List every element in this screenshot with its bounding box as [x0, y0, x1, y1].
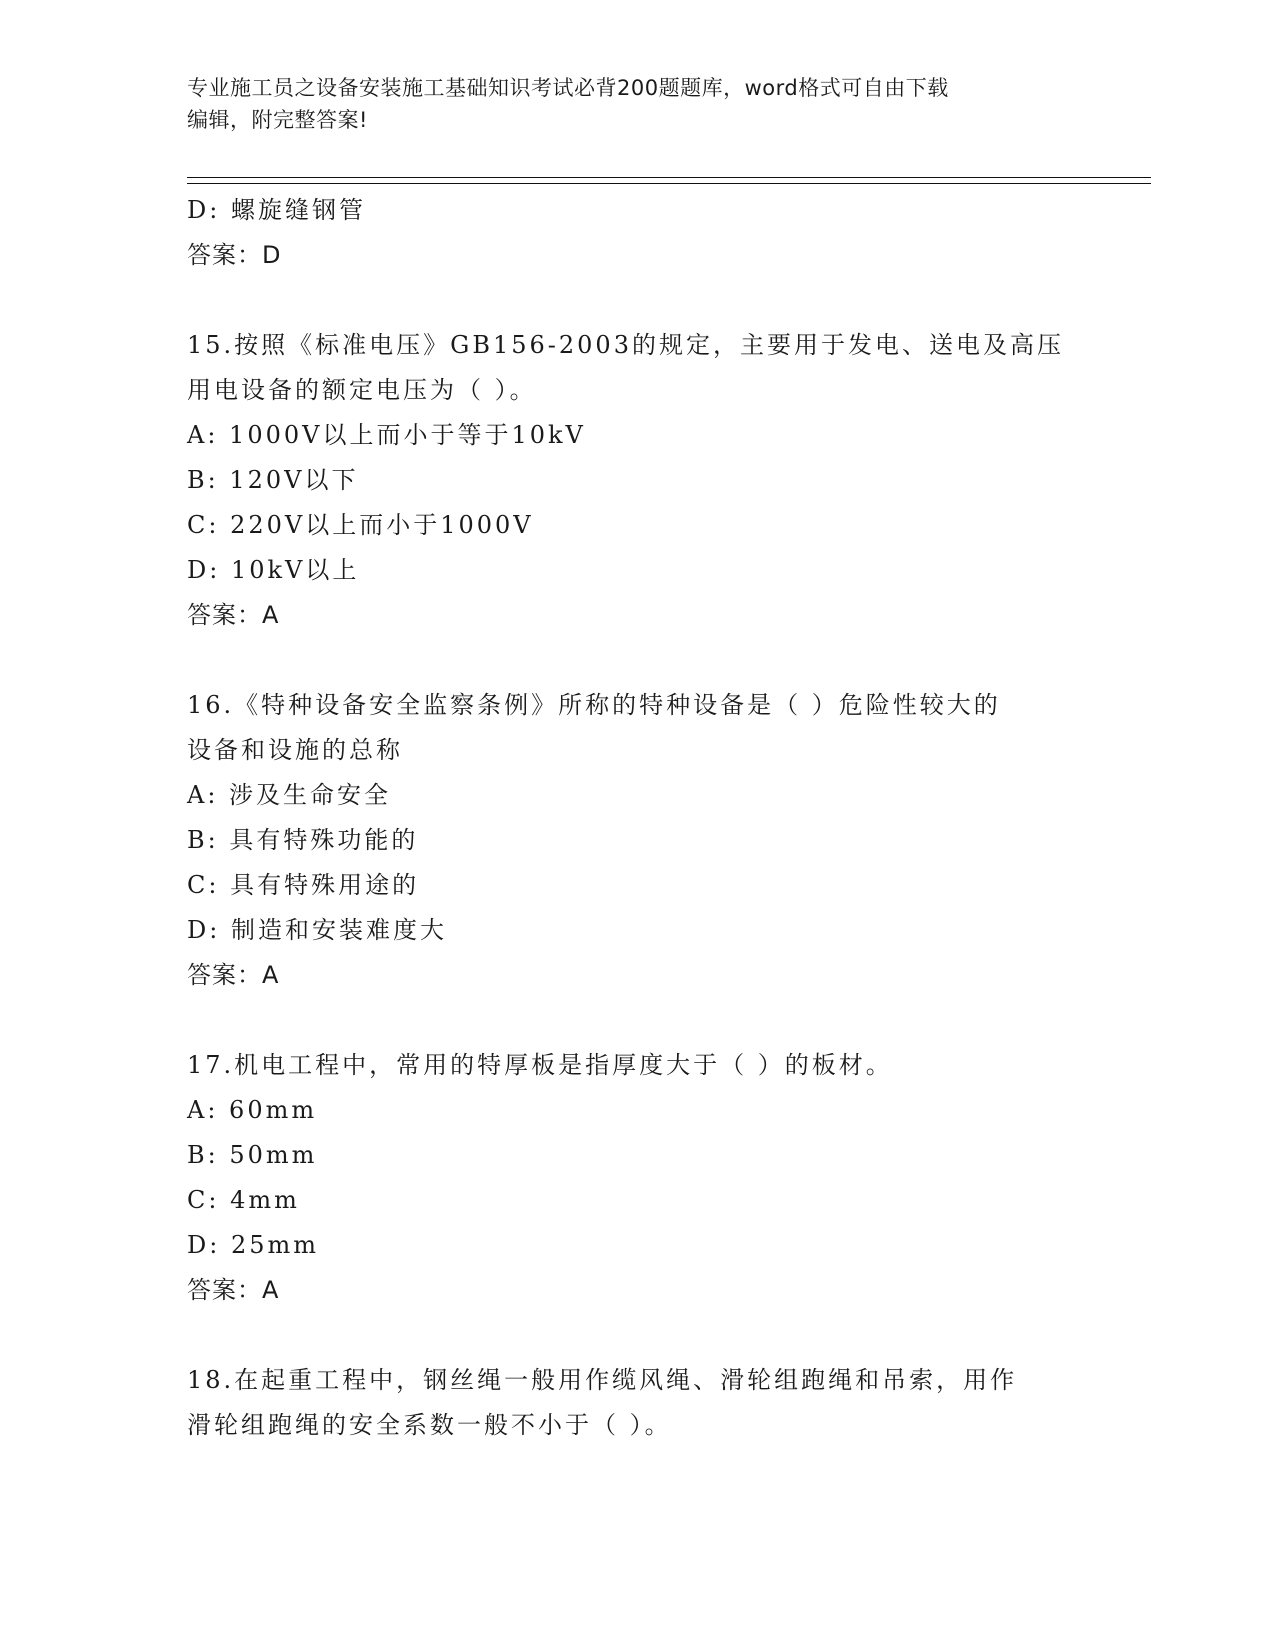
header-title-line-1: 专业施工员之设备安装施工基础知识考试必背200题题库，word格式可自由下载	[187, 76, 949, 100]
option-a: A: 1000V以上而小于等于10kV	[187, 421, 586, 449]
option-a: A: 60mm	[187, 1096, 318, 1124]
document-header	[187, 72, 1087, 136]
question-16	[187, 683, 1087, 998]
prev-option-d: D: 螺旋缝钢管	[187, 196, 366, 224]
question-stem-line: 18.在起重工程中，钢丝绳一般用作缆风绳、滑轮组跑绳和吊索，用作	[187, 1366, 1018, 1394]
header-rule-bottom	[187, 183, 1151, 184]
option-d: D: 10kV以上	[187, 556, 360, 584]
question-17	[187, 1043, 1087, 1313]
question-18	[187, 1358, 1087, 1448]
question-list	[187, 188, 1087, 1448]
question-stem-line: 15.按照《标准电压》GB156-2003的规定，主要用于发电、送电及高压	[187, 331, 1064, 359]
question-stem-line: 设备和设施的总称	[187, 736, 403, 764]
option-c: C: 220V以上而小于1000V	[187, 511, 534, 539]
question-15	[187, 323, 1087, 638]
header-title-line-2: 编辑，附完整答案!	[187, 108, 368, 132]
option-c: C: 4mm	[187, 1186, 300, 1214]
option-b: B: 具有特殊功能的	[187, 826, 419, 854]
prev-answer: 答案：D	[187, 241, 282, 269]
spacer	[187, 278, 1087, 323]
answer: 答案：A	[187, 1276, 280, 1304]
spacer	[187, 998, 1087, 1043]
spacer	[187, 638, 1087, 683]
question-stem-line: 16.《特种设备安全监察条例》所称的特种设备是（ ）危险性较大的	[187, 691, 1001, 719]
header-rule-top	[187, 177, 1151, 178]
answer: 答案：A	[187, 961, 280, 989]
answer: 答案：A	[187, 601, 280, 629]
question-stem-line: 用电设备的额定电压为（ ）。	[187, 376, 537, 404]
option-d: D: 25mm	[187, 1231, 320, 1259]
option-a: A: 涉及生命安全	[187, 781, 392, 809]
option-d: D: 制造和安装难度大	[187, 916, 447, 944]
option-b: B: 120V以下	[187, 466, 359, 494]
spacer	[187, 1313, 1087, 1358]
question-stem-line: 17.机电工程中，常用的特厚板是指厚度大于（ ）的板材。	[187, 1051, 893, 1079]
option-c: C: 具有特殊用途的	[187, 871, 420, 899]
question-stem-line: 滑轮组跑绳的安全系数一般不小于（ ）。	[187, 1411, 672, 1439]
option-b: B: 50mm	[187, 1141, 318, 1169]
